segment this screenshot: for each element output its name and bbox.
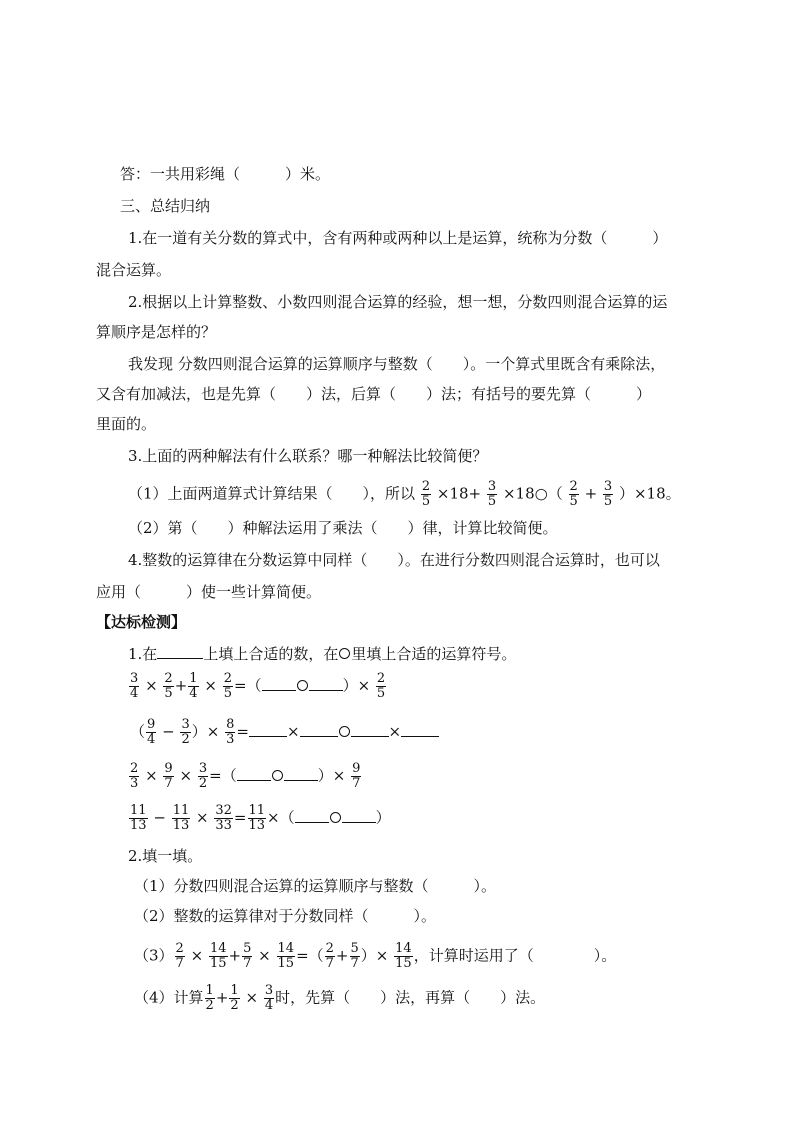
op-eq: = — [233, 808, 247, 827]
q3-part1-end: ）×18。 — [618, 484, 681, 503]
op-times: × — [286, 722, 300, 741]
blank-line — [237, 766, 271, 781]
expression-1 — [128, 672, 387, 701]
question-2-line-3: 我发现 分数四则混合运算的运算顺序与整数（ ）。一个算式里既含有乘除法， — [128, 355, 666, 373]
op-plus: + — [174, 676, 188, 695]
op-rparen-times: ）× — [191, 722, 220, 741]
section-title-summary: 三、总结归纳 — [120, 197, 211, 215]
fraction-9-7: $\frac{9}{7}$ — [352, 761, 361, 791]
item3-tail: ，计算时运用了（ ）。 — [413, 946, 617, 965]
fraction-2-5: $\frac{2}{5}$ — [223, 671, 232, 701]
circle-symbol — [272, 770, 283, 781]
expression-3 — [128, 762, 362, 791]
fraction-3-2: $\frac{3}{2}$ — [198, 761, 208, 791]
op-minus: − — [162, 722, 175, 741]
q3-part1-plus: + — [584, 484, 598, 503]
op-eq-lparen: =（ — [209, 766, 237, 785]
question-1-line-1: 1.在一道有关分数的算式中，含有两种或两种以上是运算，统称为分数（ ） — [128, 229, 668, 247]
fraction-9-7: $\frac{9}{7}$ — [164, 761, 173, 791]
op-plus: + — [215, 988, 229, 1007]
check-2-item-1: （1）分数四则混合运算的运算顺序与整数（ ）。 — [134, 877, 497, 895]
item4-tail: 时，先算（ ）法，再算（ ）法。 — [275, 988, 546, 1007]
op-times: × — [204, 676, 217, 695]
fraction-1-2: $\frac{1}{2}$ — [205, 983, 214, 1013]
question-2-line-4: 又含有加减法，也是先算（ ）法，后算（ ）法；有括号的要先算（ ） — [96, 385, 652, 403]
question-3-line-1: 3.上面的两种解法有什么联系？哪一种解法比较简便？ — [128, 447, 488, 465]
op-rparen-times: ）× — [317, 766, 346, 785]
blank-line — [295, 808, 329, 823]
op-plus: + — [335, 946, 349, 965]
fraction-3-5: $\frac{3}{5}$ — [487, 479, 497, 509]
fraction-3-5-b: $\frac{3}{5}$ — [603, 479, 613, 509]
blank-line — [157, 644, 203, 659]
answer-line: 答：一共用彩绳（ ）米。 — [120, 165, 331, 183]
q3-part1-op2: ×18○（ — [502, 484, 563, 503]
op-plus: + — [228, 946, 242, 965]
expression-2 — [130, 718, 439, 747]
op-eq-lparen: =（ — [296, 946, 324, 965]
c1-text-a: 1.在 — [128, 645, 158, 663]
fraction-2-7: $\frac{2}{7}$ — [175, 941, 184, 971]
check-2-item-4 — [134, 984, 545, 1013]
blank-line — [351, 722, 389, 737]
check-1-instruction — [128, 644, 516, 664]
fraction-32-33: $\frac{32}{33}$ — [215, 803, 232, 833]
q3-part1-text: （1）上面两道算式计算结果（ ），所以 — [128, 484, 416, 503]
expression-4 — [128, 804, 391, 833]
fraction-2-5: $\frac{2}{5}$ — [421, 479, 431, 509]
op-rparen-times: ）× — [360, 946, 389, 965]
c1-text-c: 里填上合适的运算符号。 — [351, 645, 517, 663]
op-rparen-times: ）× — [342, 676, 371, 695]
check-2-title: 2.填一填。 — [128, 847, 203, 865]
blank-line — [401, 722, 439, 737]
op-times: × — [190, 946, 204, 965]
check-section-title: 【达标检测】 — [96, 613, 187, 631]
item3-label: （3） — [134, 946, 174, 965]
blank-line — [262, 676, 296, 691]
op-eq-lparen: =（ — [233, 676, 262, 695]
fraction-3-4: $\frac{3}{4}$ — [264, 983, 274, 1013]
c1-text-b: 上填上合适的数，在 — [203, 645, 339, 663]
question-4-line-2: 应用（ ）使一些计算简便。 — [96, 583, 322, 601]
fraction-11-13: $\frac{11}{13}$ — [172, 803, 190, 833]
op-minus: − — [153, 808, 166, 827]
op-lparen: （ — [130, 722, 146, 741]
circle-symbol — [330, 812, 341, 823]
fraction-8-3: $\frac{8}{3}$ — [226, 717, 235, 747]
circle-symbol — [339, 726, 350, 737]
op-times-lparen: ×（ — [267, 808, 295, 827]
op-times: × — [196, 808, 209, 827]
fraction-5-7: $\frac{5}{7}$ — [243, 941, 252, 971]
fraction-1-2: $\frac{1}{2}$ — [230, 983, 239, 1013]
op-times: × — [179, 766, 193, 785]
check-2-item-2: （2）整数的运算律对于分数同样（ ）。 — [134, 907, 437, 925]
fraction-14-15: $\frac{14}{15}$ — [395, 941, 412, 971]
op-rparen: ） — [375, 808, 391, 827]
fraction-11-13: $\frac{11}{13}$ — [248, 803, 266, 833]
op-times: × — [145, 766, 158, 785]
blank-line — [249, 722, 287, 737]
op-times: × — [388, 722, 402, 741]
question-4-line-1: 4.整数的运算律在分数运算中同样（ ）。在进行分数四则混合运算时，也可以 — [128, 551, 660, 569]
blank-line — [284, 766, 318, 781]
blank-line — [309, 676, 343, 691]
circle-symbol — [297, 680, 308, 691]
fraction-3-2: $\frac{3}{2}$ — [181, 717, 190, 747]
question-3-part-2: （2）第（ ）种解法运用了乘法（ ）律，计算比较简便。 — [128, 519, 558, 537]
question-1-line-2: 混合运算。 — [96, 261, 172, 279]
op-times: × — [258, 946, 271, 965]
check-2-item-3 — [134, 942, 616, 971]
question-2-line-1: 2.根据以上计算整数、小数四则混合运算的经验，想一想，分数四则混合运算的运 — [128, 293, 668, 311]
op-times: × — [145, 676, 158, 695]
q3-part1-op: ×18+ — [436, 484, 482, 503]
fraction-5-7: $\frac{5}{7}$ — [350, 941, 359, 971]
fraction-2-3: $\frac{2}{3}$ — [130, 761, 139, 791]
fraction-2-7: $\frac{2}{7}$ — [325, 941, 334, 971]
fraction-14-15: $\frac{14}{15}$ — [277, 941, 295, 971]
item4-label: （4）计算 — [134, 988, 204, 1007]
op-eq: = — [236, 722, 249, 741]
fraction-1-4: $\frac{1}{4}$ — [189, 671, 198, 701]
blank-line — [342, 808, 376, 823]
fraction-2-5: $\frac{2}{5}$ — [376, 671, 386, 701]
fraction-2-5-b: $\frac{2}{5}$ — [569, 479, 578, 509]
circle-symbol — [339, 648, 350, 659]
question-2-line-5: 里面的。 — [96, 415, 157, 433]
fraction-2-5: $\frac{2}{5}$ — [164, 671, 173, 701]
question-3-part-1 — [128, 480, 681, 509]
fraction-14-15: $\frac{14}{15}$ — [209, 941, 227, 971]
fraction-9-4: $\frac{9}{4}$ — [147, 717, 156, 747]
fraction-11-13: $\frac{11}{13}$ — [130, 803, 147, 833]
fraction-3-4: $\frac{3}{4}$ — [130, 671, 139, 701]
question-2-line-2: 算顺序是怎样的？ — [96, 323, 217, 341]
blank-line — [300, 722, 338, 737]
op-times: × — [245, 988, 259, 1007]
